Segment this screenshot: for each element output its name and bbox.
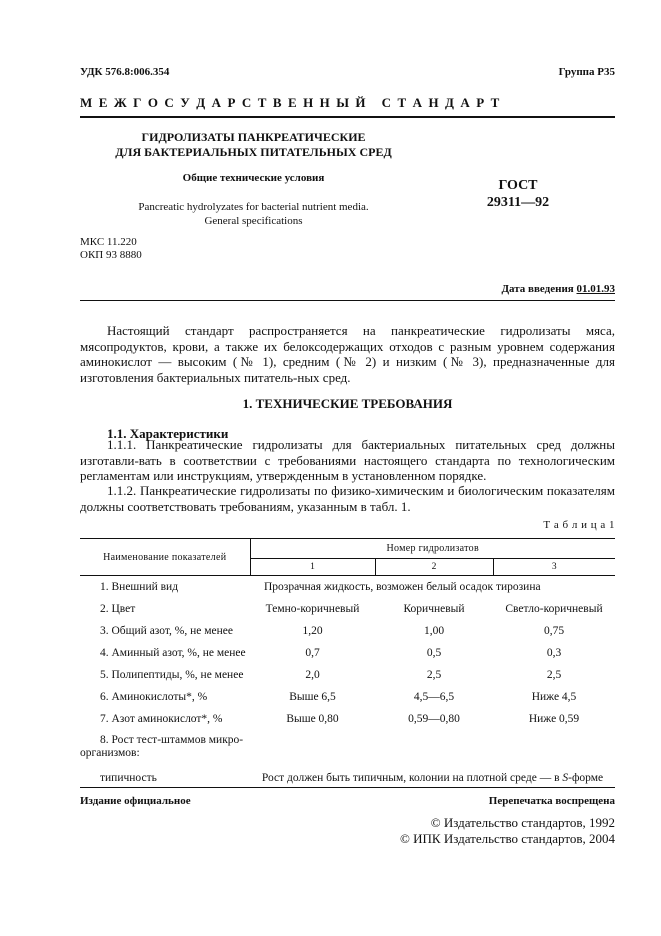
section-title: 1. ТЕХНИЧЕСКИЕ ТРЕБОВАНИЯ xyxy=(242,396,453,411)
title-block-rule xyxy=(80,300,615,301)
row-8-line-2: организмов: xyxy=(80,746,140,759)
row-label-multiline xyxy=(80,730,250,762)
intro-date-value: 01.01.93 xyxy=(576,283,615,295)
footer-rule xyxy=(80,787,615,788)
row-label: 1. Внешний вид xyxy=(100,580,179,593)
table-row xyxy=(80,708,615,730)
okp-code: ОКП 93 8880 xyxy=(80,249,142,261)
mks-code: МКС 11.220 xyxy=(80,236,137,248)
cell-value: 0,3 xyxy=(546,646,562,659)
cell-value: 0,75 xyxy=(543,624,565,637)
empty-cell xyxy=(250,730,615,762)
cell-value: Коричневый xyxy=(403,602,465,615)
cell-value: 0,5 xyxy=(426,646,442,659)
title-line-1: ГИДРОЛИЗАТЫ ПАНКРЕАТИЧЕСКИЕ xyxy=(141,130,366,144)
cell-value: 4,5—6,5 xyxy=(413,690,455,703)
row-label: 6. Аминокислоты*, % xyxy=(100,690,208,703)
cell-value: 1,20 xyxy=(302,624,323,637)
row-label: 5. Полипептиды, %, не менее xyxy=(100,668,244,681)
merged-cell xyxy=(250,762,615,794)
column-header-2: 2 xyxy=(375,559,493,576)
table-row xyxy=(80,642,615,664)
document-title xyxy=(80,130,427,160)
table-row xyxy=(80,664,615,686)
column-header-1: 1 xyxy=(250,559,375,576)
typical-text-a: Рост должен быть типичным, колонии на плотной среде — в xyxy=(261,771,563,784)
gost-label: ГОСТ xyxy=(498,178,538,193)
cell-value: Темно-коричневый xyxy=(265,602,360,615)
paragraph-1-1-1: 1.1.1. Панкреатические гидролизаты для бактериальных питательных сред должны изготавли-вать в соответствии с требованиями настоящего стандарта по технологическим регламентам или инструкциям, утвержденным в установленном порядке. xyxy=(80,437,615,483)
column-group-header: Номер гидролизатов xyxy=(250,539,615,559)
english-title-line-2: General specifications xyxy=(204,215,303,227)
subsection-title: 1.1. Характеристики xyxy=(107,426,229,441)
copyright-line-2: © ИПК Издательство стандартов, 2004 xyxy=(400,831,615,846)
copyright-line-1: © Издательство стандартов, 1992 xyxy=(430,815,615,830)
group-code: Группа Р35 xyxy=(558,66,615,78)
standard-banner: М Е Ж Г О С У Д А Р С Т В Е Н Н Ы Й С Т А Н Д А Р Т xyxy=(80,95,501,110)
typical-text-b: -форме xyxy=(568,771,604,784)
cell-value: Выше 0,80 xyxy=(286,712,339,725)
cell-value: 0,59—0,80 xyxy=(408,712,460,725)
intro-date-label: Дата введения xyxy=(501,283,574,295)
english-title-line-1: Pancreatic hydrolyzates for bacterial nutrient media. xyxy=(138,201,369,213)
classification-codes xyxy=(80,236,142,262)
english-title xyxy=(80,200,427,228)
table-row xyxy=(80,576,615,598)
paragraph-1-1-2: 1.1.2. Панкреатические гидролизаты по физико-химическим и биологическим показателям должны соответствовать требованиям, указанным в табл. 1. xyxy=(80,483,615,514)
cell-value: 2,5 xyxy=(546,668,562,681)
official-edition: Издание официальное xyxy=(80,795,191,807)
cell-value: Светло-коричневый xyxy=(505,602,603,615)
row-label: 4. Аминный азот, %, не менее xyxy=(100,646,246,659)
typical-text-s: S xyxy=(562,771,569,784)
row-label: типичность xyxy=(100,771,157,784)
table-row xyxy=(80,730,615,762)
row-8-line-1: 8. Рост тест-штаммов микро- xyxy=(100,733,244,746)
title-line-2: ДЛЯ БАКТЕРИАЛЬНЫХ ПИТАТЕЛЬНЫХ СРЕД xyxy=(115,145,392,159)
banner-rule xyxy=(80,116,615,118)
reprint-notice: Перепечатка воспрещена xyxy=(488,795,615,807)
table-row xyxy=(80,762,615,794)
copyright-block xyxy=(400,815,615,847)
cell-value: 2,5 xyxy=(426,668,442,681)
document-subtitle: Общие технические условия xyxy=(182,172,325,184)
row-label: 7. Азот аминокислот*, % xyxy=(100,712,223,725)
table-row xyxy=(80,686,615,708)
cell-value: 0,7 xyxy=(305,646,320,659)
intro-paragraph: Настоящий стандарт распространяется на панкреатические гидролизаты мяса, мясопродуктов, крови, а также их белоксодержащих отходов с разным уровнем содержания аминокислот — высоким (№ 1), средним (№ 2) и низким (№ 3), предназначенные для изготовления бактериальных питатель-ных сред. xyxy=(80,323,615,385)
cell-value: 2,0 xyxy=(305,668,320,681)
cell-value: Выше 6,5 xyxy=(289,690,336,703)
table-row xyxy=(80,598,615,620)
gost-designation xyxy=(478,177,558,211)
table-row xyxy=(80,620,615,642)
table-caption: Т а б л и ц а 1 xyxy=(543,519,615,531)
gost-number: 29311—92 xyxy=(486,195,550,210)
row-label: 3. Общий азот, %, не менее xyxy=(100,624,233,637)
introduction-date xyxy=(501,283,615,295)
merged-cell: Прозрачная жидкость, возможен белый осадок тирозина xyxy=(264,580,541,593)
udk-code: УДК 576.8:006.354 xyxy=(80,66,170,78)
cell-value: Ниже 4,5 xyxy=(531,690,577,703)
cell-value: 1,00 xyxy=(423,624,445,637)
cell-value: Ниже 0,59 xyxy=(528,712,580,725)
column-header-3: 3 xyxy=(493,559,615,576)
row-label: 2. Цвет xyxy=(100,602,136,615)
column-header-name: Наименование показателей xyxy=(80,539,250,576)
hydrolyzate-table xyxy=(80,538,615,794)
